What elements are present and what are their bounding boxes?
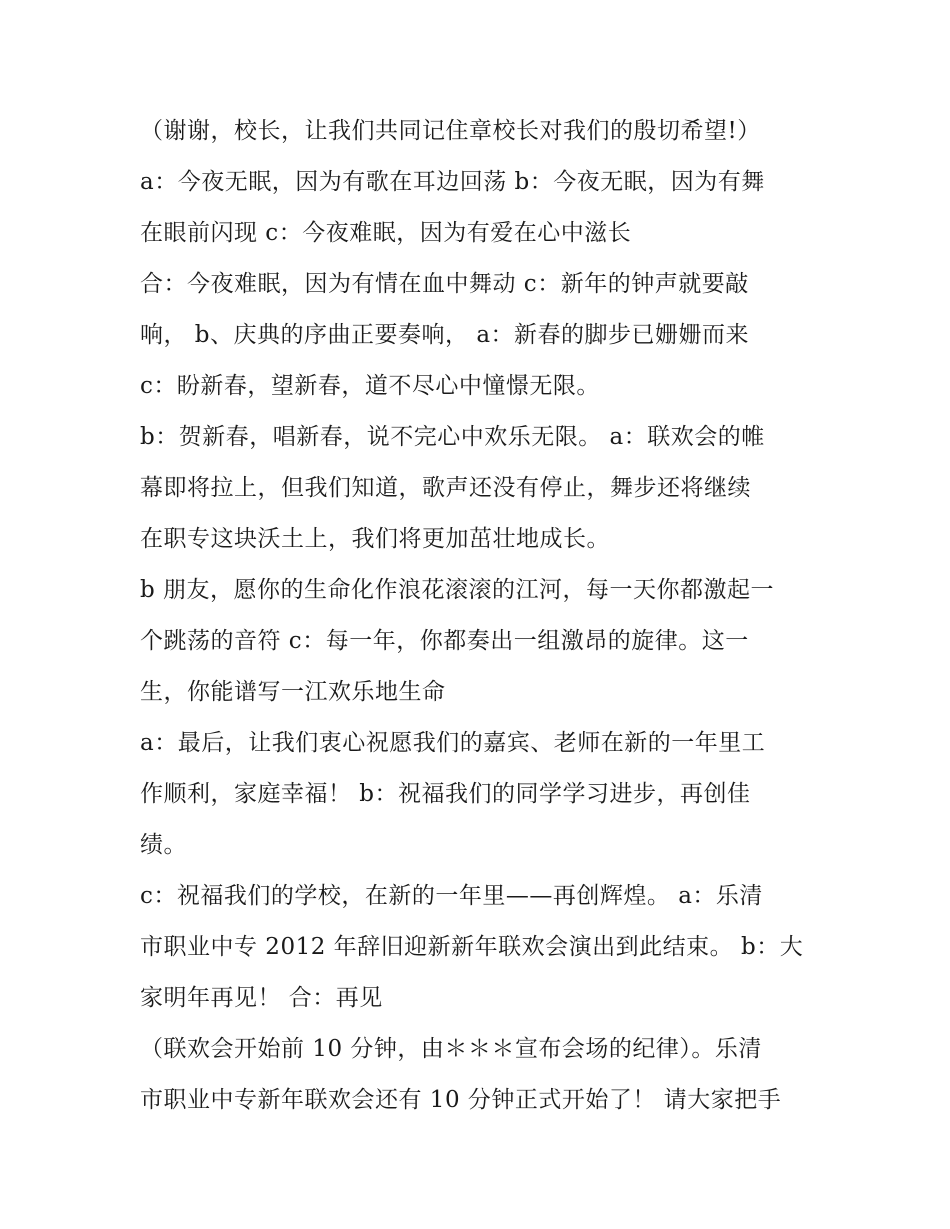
text-line: （联欢会开始前 10 分钟，由＊＊＊宣布会场的纪律）。乐清: [140, 1036, 762, 1062]
text-line: 绩。: [140, 832, 187, 858]
text-line: 市职业中专 2012 年辞旧迎新新年联欢会演出到此结束。 b：大: [140, 934, 804, 960]
text-line: 家明年再见！ 合：再见: [140, 985, 383, 1011]
text-line: b 朋友，愿你的生命化作浪花滚滚的江河，每一天你都激起一: [140, 577, 775, 603]
text-line: 在眼前闪现 c：今夜难眠，因为有爱在心中滋长: [140, 220, 632, 246]
text-line: 生，你能谱写一江欢乐地生命: [140, 679, 446, 705]
text-line: 幕即将拉上，但我们知道，歌声还没有停止，舞步还将继续: [140, 475, 751, 501]
text-line: 在职专这块沃土上，我们将更加茁壮地成长。: [140, 526, 610, 552]
text-line: 个跳荡的音符 c：每一年，你都奏出一组激昂的旋律。这一: [140, 628, 749, 654]
text-line: a：今夜无眠，因为有歌在耳边回荡 b：今夜无眠，因为有舞: [140, 169, 765, 195]
text-line: a：最后，让我们衷心祝愿我们的嘉宾、老师在新的一年里工: [140, 730, 766, 756]
document-body: [140, 106, 820, 1126]
text-line: （谢谢，校长，让我们共同记住章校长对我们的殷切希望!）: [140, 118, 761, 144]
text-line: 作顺利，家庭幸福！ b：祝福我们的同学学习进步，再创佳: [140, 781, 751, 807]
text-line: b：贺新春，唱新春，说不完心中欢乐无限。 a：联欢会的帷: [140, 424, 765, 450]
text-line: c：盼新春，望新春，道不尽心中憧憬无限。: [140, 373, 600, 399]
text-line: 合：今夜难眠，因为有情在血中舞动 c：新年的钟声就要敲: [140, 271, 749, 297]
text-line: 市职业中专新年联欢会还有 10 分钟正式开始了！ 请大家把手: [140, 1087, 782, 1113]
text-line: 响， b、庆典的序曲正要奏响， a：新春的脚步已姗姗而来: [140, 322, 750, 348]
text-line: c：祝福我们的学校，在新的一年里——再创辉煌。 a：乐清: [140, 883, 763, 909]
